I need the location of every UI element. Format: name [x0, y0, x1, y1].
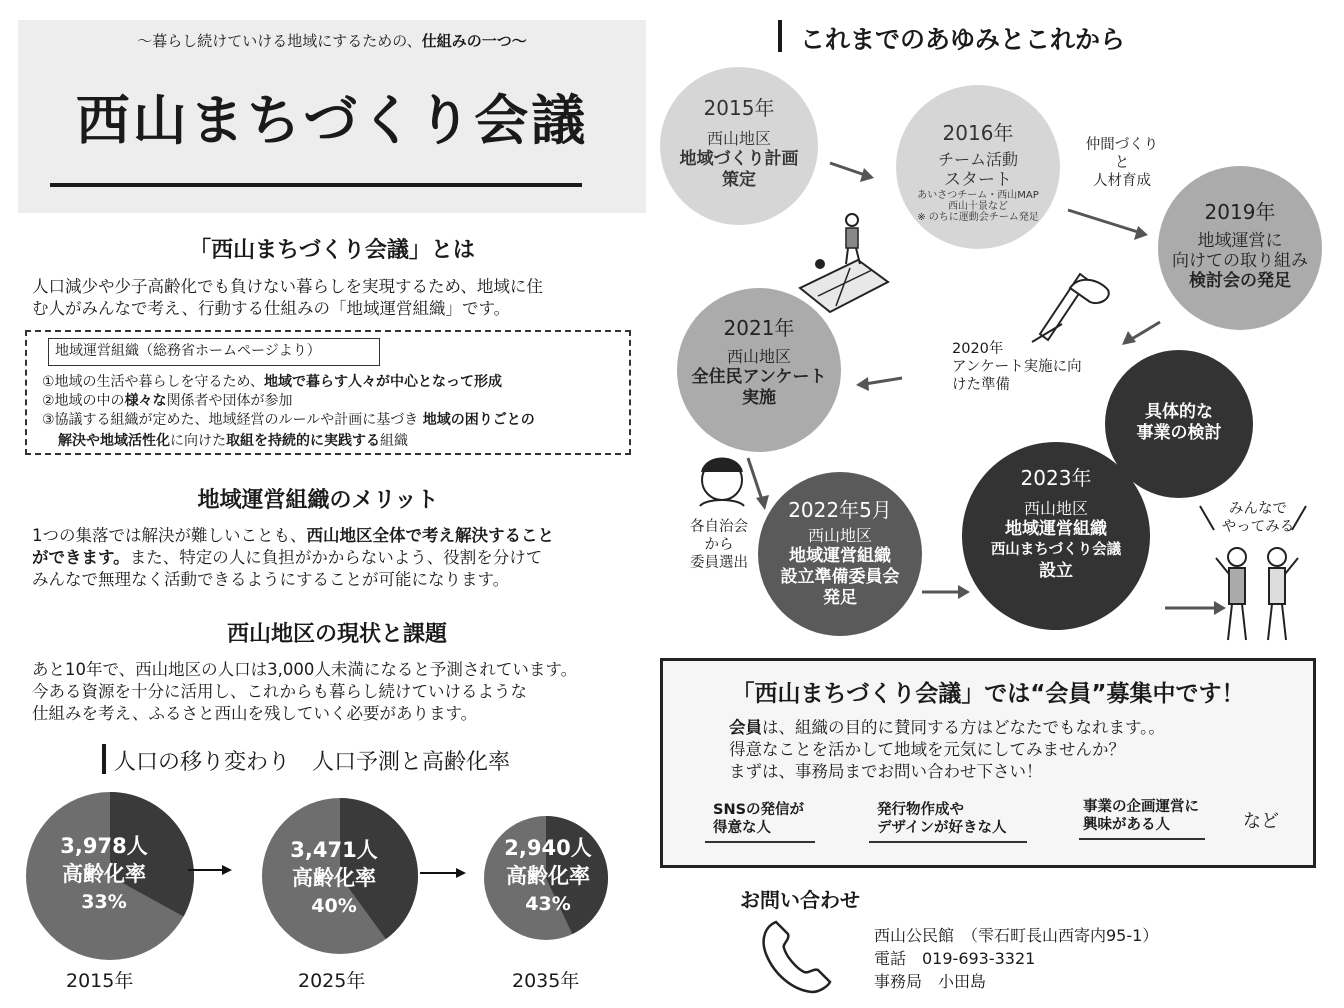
pie-year-2025: 2025年 [298, 970, 366, 992]
definition-item-3-cont: 解決や地域活性化に向けた取組を持続的に実践する組織 [58, 433, 408, 449]
category-sns: SNSの発信が 得意な人 [713, 801, 815, 843]
timeline-2023: 2023年 西山地区 地域運営組織 西山まちづくり会議 設立 [962, 442, 1150, 630]
definition-box [25, 330, 631, 455]
pie-label-2015: 3,978人 高齢化率 33% [60, 834, 148, 913]
definition-item-1: ①地域の生活や暮らしを守るため、地域で暮らす人々が中心となって形成 [42, 374, 502, 390]
timeline-2015: 2015年 西山地区 地域づくり計画 策定 [660, 67, 818, 225]
recruit-heading: 「西山まちづくり会議」では“会員”募集中です！ [731, 681, 1245, 707]
category-design: 発行物作成や デザインが好きな人 [877, 801, 1027, 843]
pie-year-2015: 2015年 [66, 970, 134, 992]
population-heading: 人口の移り変わり 人口予測と高齢化率 [114, 750, 511, 775]
timeline-heading-bar [778, 20, 782, 52]
pie-label-2025: 3,471人 高齢化率 40% [290, 838, 378, 917]
map-illustration [800, 214, 888, 312]
status-heading: 西山地区の現状と課題 [226, 622, 447, 647]
status-text: あと10年で、西山地区の人口は3,000人未満になると予測されています。 今ある資源を十分に活用し、これからも暮らし続けていけるような 仕組みを考え、ふるさと西山を残していく必要があります。 [32, 660, 578, 723]
contact-heading: お問い合わせ [740, 888, 860, 912]
about-text: 人口減少や少子高齢化でも負けない暮らしを実現するため、地域に住 む人がみんなで考え、行動する仕組みの「地域運営組織」です。 [32, 277, 543, 318]
arrow-head [222, 865, 232, 875]
pie-year-2035: 2035年 [512, 970, 580, 992]
contact-details [874, 924, 1158, 993]
page-title: 西山まちづくり会議 [75, 89, 589, 152]
timeline-2016: 2016年 チーム活動 スタート あいさつチーム・西山MAP 西山十景など ※ のちに運動会チーム発足 [896, 85, 1060, 249]
header-panel [18, 20, 646, 213]
recruit-box [660, 658, 1316, 868]
person-illustration [700, 459, 744, 507]
contact-address: 西山公民館 （雫石町長山西寄内95-1） [874, 926, 1159, 945]
timeline-2021: 2021年 西山地区 全住民アンケート 実施 [677, 288, 841, 452]
contact-staff: 事務局 小田島 [874, 972, 987, 991]
merit-text: 1つの集落では解決が難しいことも、西山地区全体で考え解決すること ができます。また、特定の人に負担がかからないよう、役割を分けて みんなで無理なく活動できるようにすることが可能になります。 [32, 526, 554, 589]
timeline-heading: これまでのあゆみとこれから [800, 25, 1126, 54]
note-nakama: 仲間づくり と 人材育成 [1085, 137, 1159, 189]
category-planning: 事業の企画運営に 興味がある人 [1083, 798, 1205, 840]
arrow-head [456, 868, 466, 878]
phone-icon [758, 916, 838, 996]
title-underline [50, 183, 582, 187]
pie-label-2035: 2,940人 高齢化率 43% [504, 836, 592, 915]
timeline-2019: 2019年 地域運営に 向けての取り組み 検討会の発足 [1158, 166, 1322, 330]
contact-phone: 電話 019-693-3321 [874, 949, 1036, 968]
writing-hand-illustration [1032, 274, 1109, 342]
definition-title: 地域運営組織（総務省ホームページより） [48, 338, 380, 366]
note-minna: みんなで やってみる [1221, 501, 1295, 535]
population-heading-bar [102, 744, 106, 774]
timeline-2022: 2022年5月 西山地区 地域運営組織 設立準備委員会 発足 [758, 472, 922, 636]
definition-item-2: ②地域の中の様々な関係者や団体が参加 [42, 393, 293, 409]
about-heading: 「西山まちづくり会議」とは [189, 238, 475, 263]
tagline: ～暮らし続けていける地域にするための、仕組みの一つ～ [137, 32, 527, 50]
recruit-text: 会員は、組織の目的に賛同する方はどなたでもなれます。。 得意なことを活かして地域を元気にしてみませんか？ まずは、事務局までお問い合わせ下さい！ [729, 718, 1165, 781]
category-etc: など [1243, 811, 1279, 832]
merit-heading: 地域運営組織のメリット [197, 488, 439, 513]
note-jichikai: 各自治会 から 委員選出 [690, 519, 748, 571]
timeline-gutai: 具体的な 事業の検討 [1105, 350, 1253, 498]
definition-item-3: ③協議する組織が定めた、地域経営のルールや計画に基づき 地域の困りごとの [42, 412, 535, 428]
note-2020: 2020年 アンケート実施に向 けた準備 [952, 341, 1082, 393]
